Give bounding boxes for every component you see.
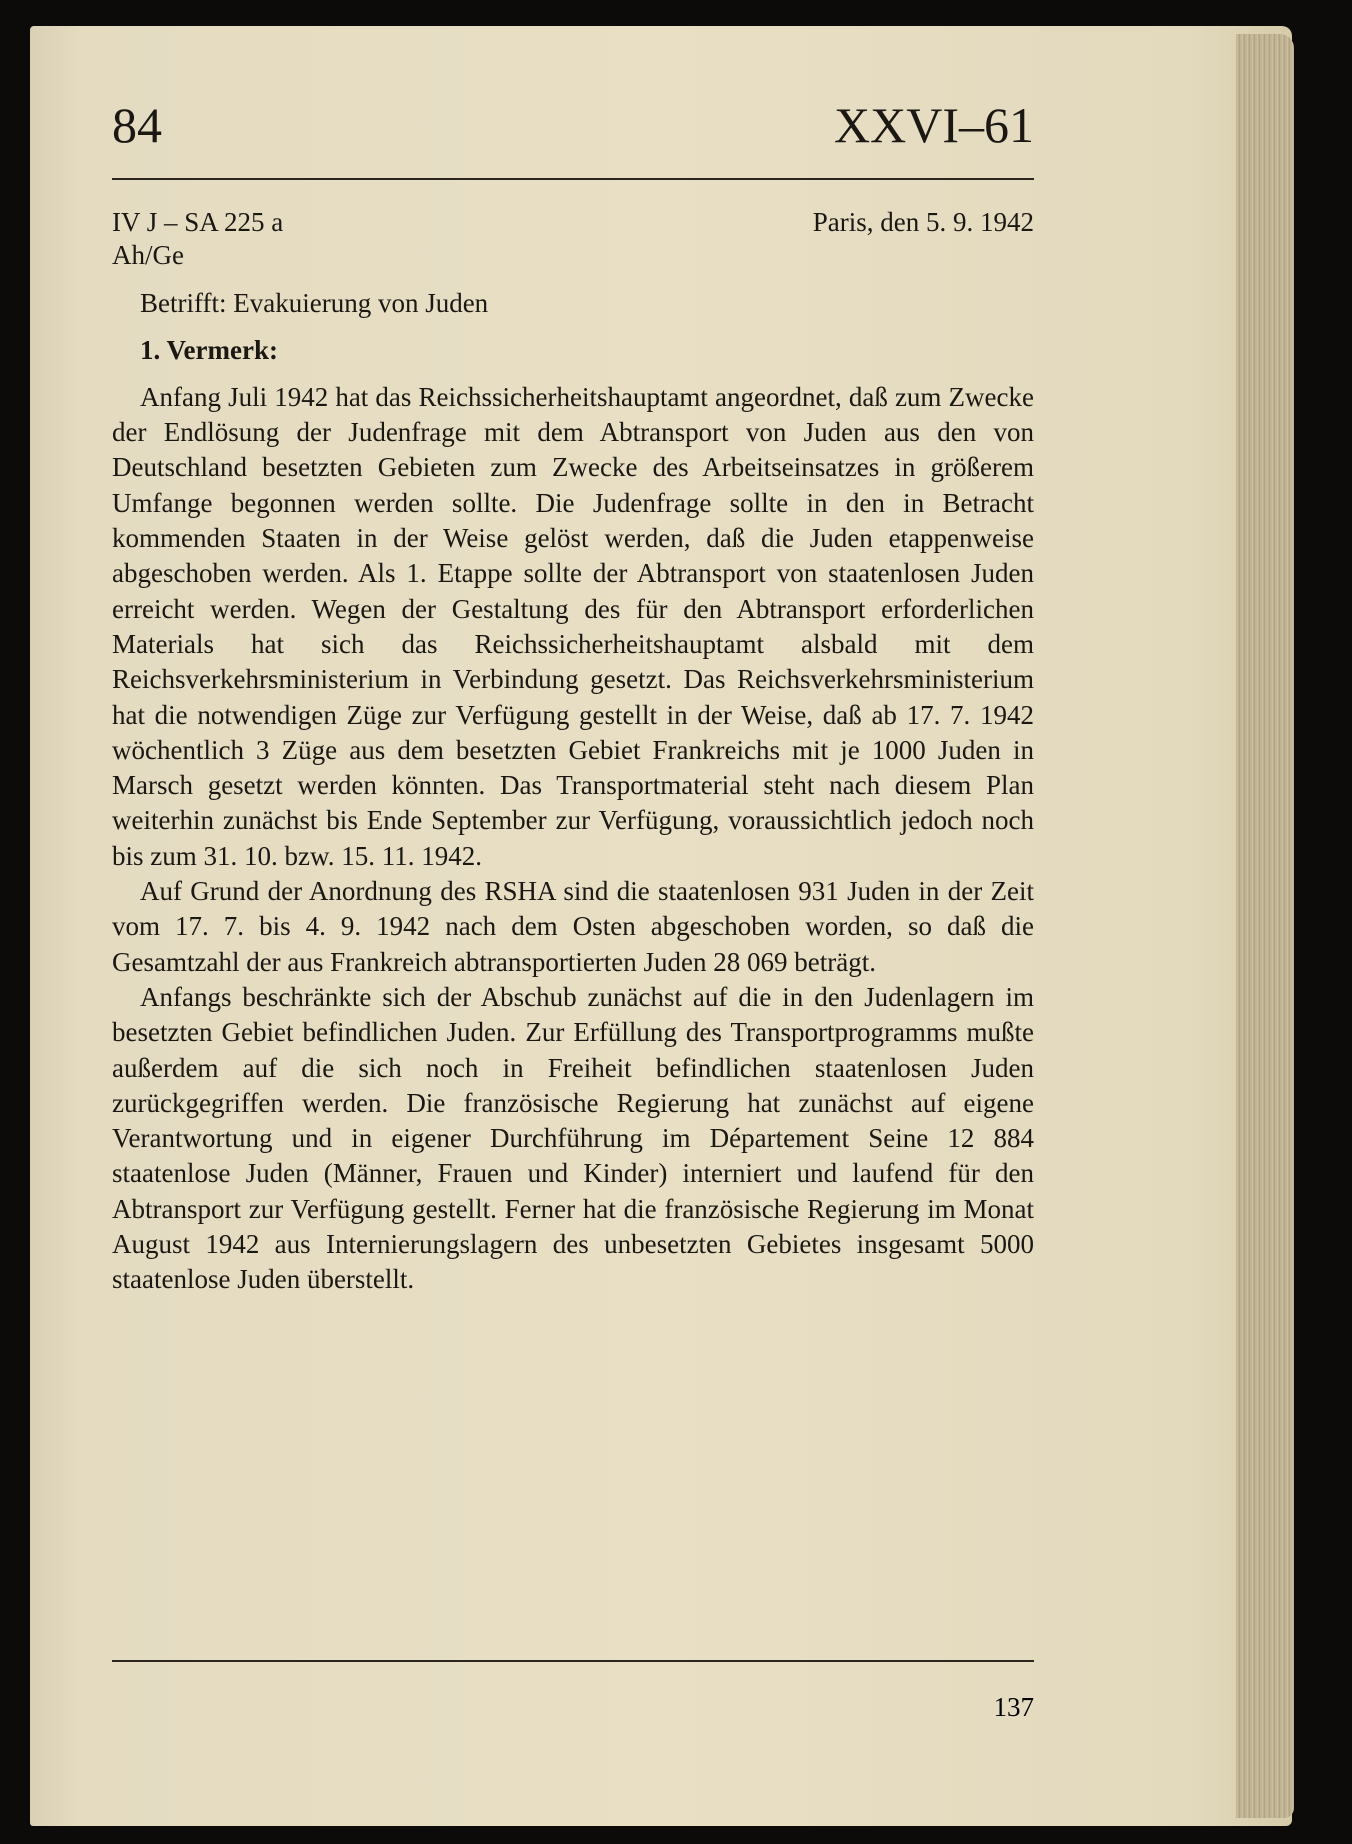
reference-number: IV J – SA 225 a bbox=[112, 207, 284, 237]
place-date: Paris, den 5. 9. 1942 bbox=[812, 207, 1034, 237]
page-content bbox=[112, 97, 1034, 1298]
note-heading: 1. Vermerk: bbox=[140, 334, 278, 365]
page-footer bbox=[112, 1660, 1034, 1723]
paragraph: Auf Grund der Anordnung des RSHA sind die staatenlosen 931 Juden in der Zeit vom 17. 7. bis 4. 9. 1942 nach dem Osten abgeschoben worden, so daß die Gesamtzahl der aus Frankreich abtransportierten Juden 28 069 beträgt. bbox=[112, 876, 1034, 977]
footer-page-number: 137 bbox=[993, 1692, 1034, 1722]
page-edge bbox=[1236, 34, 1294, 1818]
running-head-page-number: 84 bbox=[112, 97, 162, 153]
paragraph: Anfang Juli 1942 hat das Reichssicherheitshauptamt angeordnet, daß zum Zwecke der Endlösung der Judenfrage mit dem Abtransport von Juden aus den von Deutschland besetzten Gebieten zum Zwecke des Arbeitseinsatzes in größerem Umfange begonnen werden sollte. Die Judenfrage sollte in den in Betracht kommenden Staaten in der Weise gelöst werden, daß die Juden etappenweise abgeschoben werden. Als 1. Etappe sollte der Abtransport von staatenlosen Juden erreicht werden. Wegen der Gestaltung des für den Abtransport erforderlichen Materials hat sich das Reichssicherheitshauptamt alsbald mit dem Reichsverkehrsministerium in Verbindung gesetzt. Das Reichsverkehrsministerium hat die notwendigen Züge zur Verfügung gestellt in der Weise, daß ab 17. 7. 1942 wöchentlich 3 Züge aus dem besetzten Gebiet Frankreichs mit je 1000 Juden in Marsch gesetzt werden könnten. Das Transportmaterial steht nach diesem Plan weiterhin zunächst bis Ende September zur Verfügung, voraussichtlich jedoch noch bis zum 31. 10. bzw. 15. 11. 1942. bbox=[112, 381, 1034, 871]
body-text bbox=[112, 380, 1034, 1298]
document-id: XXVI–61 bbox=[834, 97, 1034, 153]
running-head bbox=[112, 97, 1034, 180]
subject-line: Betrifft: Evakuierung von Juden bbox=[140, 287, 489, 318]
paragraph: Anfangs beschränkte sich der Abschub zunächst auf die in den Judenlagern im besetzten Gebiet befindlichen Juden. Zur Erfüllung des Transportprogramms mußte außerdem auf die sich noch in Freiheit befindlichen staatenlosen Juden zurückgegriffen werden. Die französische Regierung hat zunächst auf eigene Verantwortung und in eigener Durchführung im Département Seine 12 884 staatenlose Juden (Männer, Frauen und Kinder) interniert und laufend für den Abtransport zur Verfügung gestellt. Ferner hat die französische Regierung im Monat August 1942 aus Internierungslagern des unbesetzten Gebietes insgesamt 5000 staatenlose Juden überstellt. bbox=[112, 981, 1034, 1295]
reference-block bbox=[112, 206, 283, 272]
document-header bbox=[112, 206, 1034, 272]
author-initials: Ah/Ge bbox=[112, 239, 184, 270]
